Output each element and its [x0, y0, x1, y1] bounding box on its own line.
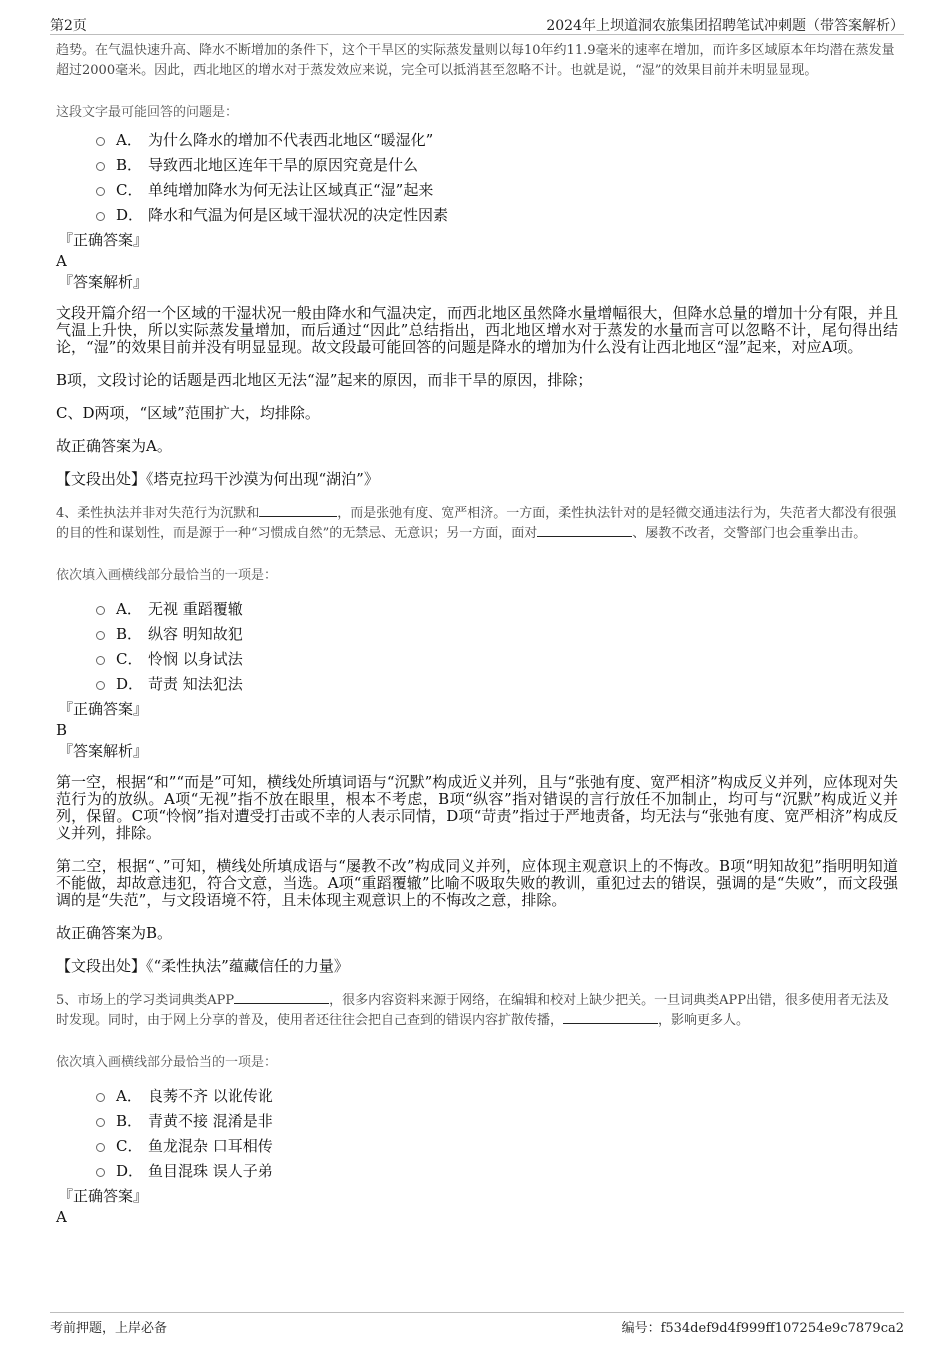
radio-icon[interactable] [96, 631, 105, 640]
correct-answer-value: A [56, 1208, 67, 1226]
analysis-paragraph: C、D两项，“区域”范围扩大，均排除。 [56, 404, 320, 422]
question-4-option-c[interactable]: C． 怜悯 以身试法 [56, 647, 898, 672]
page-header [50, 12, 904, 35]
question-5-option-c[interactable]: C． 鱼龙混杂 口耳相传 [56, 1134, 898, 1159]
correct-answer-value: B [56, 721, 68, 739]
question-3-option-d[interactable]: D． 降水和气温为何是区域干湿状况的决定性因素 [56, 203, 898, 228]
analysis-label: 『答案解析』 [58, 273, 149, 291]
question-4-option-d[interactable]: D． 苛责 知法犯法 [56, 672, 898, 697]
document-content [56, 36, 898, 1228]
radio-icon[interactable] [96, 162, 105, 171]
analysis-paragraph: B项，文段讨论的话题是西北地区无法“湿”起来的原因，而非干旱的原因，排除； [56, 371, 593, 389]
answer-blank [563, 1011, 658, 1024]
question-5-options [56, 1084, 898, 1184]
question-4-prompt: 依次填入画横线部分最恰当的一项是： [56, 568, 278, 583]
question-3-text: 趋势。在气温快速升高、降水不断增加的条件下，这个干旱区的实际蒸发量则以每10年约11.9毫米的速率在增加，而许多区域原本年均潜在蒸发量超过2000毫米。因此，西北地区的增水对于蒸发效应来说，完全可以抵消甚至忽略不计。也就是说，“湿”的效果目前并未明显显现。 [56, 43, 895, 78]
analysis-label: 『答案解析』 [58, 742, 149, 760]
question-4-text: 4、柔性执法并非对失范行为沉默和 ，而是张弛有度、宽严相济。一方面，柔性执法针对的是轻微交通违法行为，失范者大都没有很强的目的性和谋划性，而是源于一种“习惯成自然”的无禁忌、无意识；另一方面，面对 、屡教不改者，交警部门也会重拳出击。 [56, 506, 897, 541]
question-5-option-d[interactable]: D． 鱼目混珠 误人子弟 [56, 1159, 898, 1184]
question-3-option-a[interactable]: A． 为什么降水的增加不代表西北地区“暖湿化” [56, 128, 898, 153]
document-id: 编号：f534def9d4f999ff107254e9c7879ca2 [621, 1321, 904, 1336]
radio-icon[interactable] [96, 681, 105, 690]
page-footer [50, 1312, 904, 1339]
question-4-option-b[interactable]: B． 纵容 明知故犯 [56, 622, 898, 647]
correct-answer-label: 『正确答案』 [58, 1187, 149, 1205]
question-3-prompt: 这段文字最可能回答的问题是： [56, 105, 239, 120]
question-5-text: 5、市场上的学习类词典类APP ，很多内容资料来源于网络，在编辑和校对上缺少把关。一旦词典类APP出错，很多使用者无法及时发现。同时，由于网上分享的普及，使用者还往往会把自己查到的错误内容扩散传播， ，影响更多人。 [56, 993, 890, 1028]
question-3-option-b[interactable]: B． 导致西北地区连年干旱的原因究竟是什么 [56, 153, 898, 178]
radio-icon[interactable] [96, 606, 105, 615]
radio-icon[interactable] [96, 656, 105, 665]
question-5-option-b[interactable]: B． 青黄不接 混淆是非 [56, 1109, 898, 1134]
analysis-paragraph: 故正确答案为B。 [56, 924, 173, 942]
answer-blank [234, 991, 329, 1004]
radio-icon[interactable] [96, 137, 105, 146]
radio-icon[interactable] [96, 212, 105, 221]
question-4-options [56, 597, 898, 697]
radio-icon[interactable] [96, 1168, 105, 1177]
analysis-paragraph: 文段开篇介绍一个区域的干湿状况一般由降水和气温决定，而西北地区虽然降水量增幅很大，但降水总量的增加十分有限，并且气温上升快，所以实际蒸发量增加，而后通过“因此”总结指出，西北地区增水对于蒸发的水量而言可以忽略不计，尾句得出结论，“湿”的效果目前并没有明显显现。故文段最可能回答的问题是降水的增加为什么没有让西北地区“湿”起来，对应A项。 [56, 304, 898, 356]
document-title: 2024年上坝道洞农旅集团招聘笔试冲刺题（带答案解析） [546, 18, 904, 34]
question-3-options [56, 128, 898, 228]
passage-source: 【文段出处】《“柔性执法”蕴藏信任的力量》 [56, 957, 349, 975]
question-5-prompt: 依次填入画横线部分最恰当的一项是： [56, 1055, 278, 1070]
answer-blank [259, 504, 337, 517]
page-number: 第2页 [50, 18, 87, 34]
radio-icon[interactable] [96, 1118, 105, 1127]
analysis-paragraph: 故正确答案为A。 [56, 437, 172, 455]
radio-icon[interactable] [96, 1143, 105, 1152]
question-5-option-a[interactable]: A． 良莠不齐 以讹传讹 [56, 1084, 898, 1109]
correct-answer-label: 『正确答案』 [58, 231, 149, 249]
correct-answer-value: A [56, 252, 67, 270]
correct-answer-label: 『正确答案』 [58, 700, 149, 718]
answer-blank [537, 524, 632, 537]
radio-icon[interactable] [96, 187, 105, 196]
radio-icon[interactable] [96, 1093, 105, 1102]
passage-source: 【文段出处】《塔克拉玛干沙漠为何出现“湖泊”》 [56, 470, 379, 488]
question-3-option-c[interactable]: C． 单纯增加降水为何无法让区域真正“湿”起来 [56, 178, 898, 203]
analysis-paragraph: 第一空，根据“和”“而是”可知，横线处所填词语与“沉默”构成近义并列，且与“张弛有度、宽严相济”构成反义并列，应体现对失范行为的放纵。A项“无视”指不放在眼里，根本不考虑，B项“纵容”指对错误的言行放任不加制止，均可与“沉默”构成近义并列，保留。C项“怜悯”指对遭受打击或不幸的人表示同情，D项“苛责”指过于严地责备，均无法与“张弛有度、宽严相济”构成反义并列，排除。 [56, 773, 898, 842]
footer-slogan: 考前押题，上岸必备 [50, 1321, 168, 1336]
analysis-paragraph: 第二空，根据“、”可知，横线处所填成语与“屡教不改”构成同义并列，应体现主观意识上的不悔改。B项“明知故犯”指明明知道不能做，却故意违犯，符合文意，当选。A项“重蹈覆辙”比喻不吸取失败的教训，重犯过去的错误，强调的是“失败”，而文段强调的是“失范”，与文段语境不符，且未体现主观意识上的不悔改之意，排除。 [56, 857, 898, 909]
question-4-option-a[interactable]: A． 无视 重蹈覆辙 [56, 597, 898, 622]
